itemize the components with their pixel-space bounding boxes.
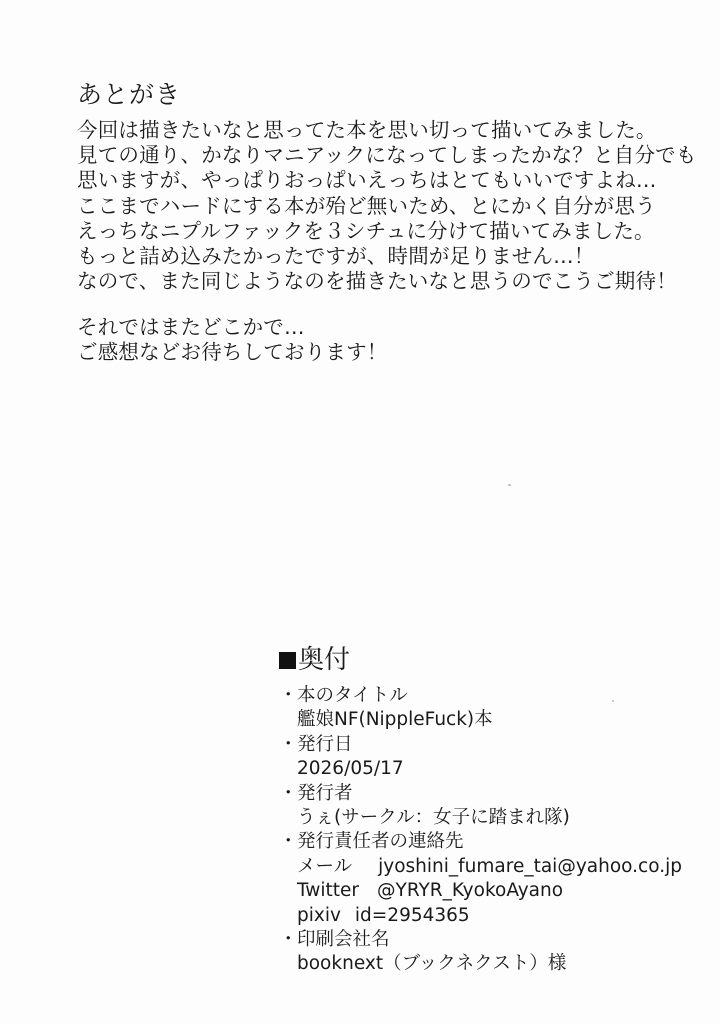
publisher-label: 発行者	[297, 782, 353, 804]
black-square-icon	[279, 652, 296, 669]
book-title-label-row	[279, 684, 709, 708]
contact-label-row	[279, 830, 709, 854]
publisher-label-row	[279, 782, 709, 806]
bullet: ・	[279, 782, 298, 804]
publisher-value: うぇ(サークル：女子に踏まれ隊)	[297, 806, 570, 828]
date-label: 発行日	[297, 733, 353, 755]
afterword-line: 今回は描きたいなと思ってた本を思い切って描いてみました。	[77, 118, 657, 142]
twitter-key: Twitter	[297, 880, 360, 902]
afterword-line: 思いますが、やっぱりおっぱいえっちはとてもいいですよね…	[77, 168, 657, 193]
afterword-line: えっちなニプルファックを３シチュに分けて描いてみました。	[77, 218, 655, 243]
pixiv-row	[279, 904, 709, 928]
closing-line: ご感想などお待ちしております！	[77, 340, 388, 365]
twitter-row	[279, 879, 709, 903]
date-label-row	[279, 733, 709, 757]
afterword-line: 見ての通り、かなりマニアックになってしまったかな？と自分でも	[77, 143, 697, 168]
afterword-line: なので、また同じようなのを描きたいなと思うのでこうご期待！	[77, 269, 677, 294]
bullet: ・	[279, 685, 298, 706]
scan-speck	[612, 700, 614, 702]
printer-label-row	[279, 928, 709, 952]
date-value: 2026/05/17	[297, 758, 404, 780]
afterword-title: あとがき	[77, 80, 182, 109]
colophon-heading	[279, 640, 709, 680]
book-title-label: 本のタイトル	[297, 685, 408, 706]
mail-address: jyoshini_fumare_tai@yahoo.co.jp	[378, 855, 682, 877]
printer-label: 印刷会社名	[297, 928, 390, 950]
afterword-body	[77, 118, 707, 294]
pixiv-key: pixiv	[297, 904, 341, 926]
mail-row	[279, 855, 709, 879]
colophon-heading-text: 奥付	[298, 645, 351, 675]
bullet: ・	[279, 733, 298, 755]
colophon	[279, 640, 709, 977]
bullet: ・	[279, 928, 298, 950]
book-title-value: 艦娘NF(NippleFuck)本	[297, 709, 493, 731]
bullet: ・	[279, 831, 298, 853]
scan-speck	[508, 484, 511, 486]
contact-label: 発行責任者の連絡先	[297, 831, 464, 853]
colophon-list	[279, 684, 709, 977]
afterword-line: もっと詰め込みたかったですが、時間が足りません…！	[77, 243, 595, 268]
mail-key: メール	[297, 855, 353, 877]
closing-line: それではまたどこかで…	[77, 315, 305, 339]
afterword-closing	[77, 315, 707, 365]
pixiv-id: id=2954365	[354, 904, 470, 926]
afterword-line: ここまでハードにする本が殆ど無いため、とにかく自分が思う	[77, 193, 656, 218]
twitter-handle: @YRYR_KyokoAyano	[377, 880, 564, 902]
printer-value: booknext（ブックネクスト）様	[297, 953, 567, 975]
